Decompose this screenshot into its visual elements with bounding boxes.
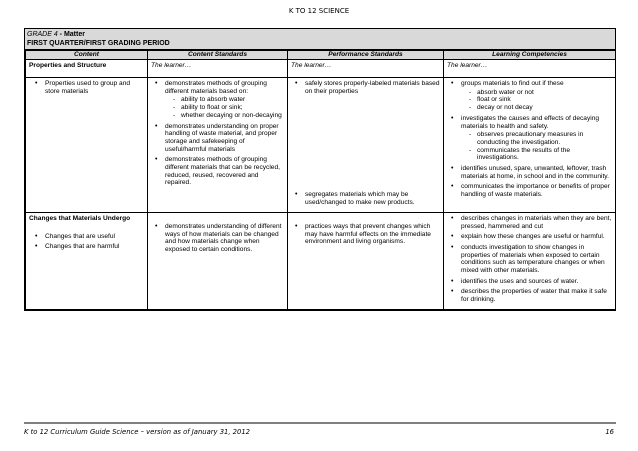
content-item: • Properties used to group and store materials (31, 80, 144, 95)
content-cell (26, 78, 148, 213)
table-row-properties (26, 78, 616, 213)
content-cell (26, 212, 148, 309)
performance-standards-cell (288, 78, 444, 213)
grading-period: FIRST QUARTER/FIRST GRADING PERIOD (27, 40, 170, 47)
col-header-content-standards: Content Standards (148, 51, 288, 60)
grade-line (27, 30, 613, 39)
lc-item: • describes changes in materials when they are bent, pressed, hammered and cut (447, 215, 612, 230)
lc-item: • identifies the uses and sources of water. (447, 278, 612, 286)
column-header-row (26, 51, 616, 60)
cs-item: • demonstrates understanding on proper handling of waste material, and proper storage and safekeeping of useful/harmful materials (151, 123, 284, 154)
lc-sub-item: - decay or not decay (469, 104, 612, 112)
document-header: K TO 12 SCIENCE (288, 7, 350, 15)
cs-item-text: demonstrates methods of grouping different materials based on: (165, 80, 267, 95)
cs-sub-item: - ability to absorb water (173, 96, 284, 104)
grade-label: GRADE 4 (27, 31, 58, 38)
ps-item: • safely stores properly-labeled materials based on their properties (291, 80, 440, 95)
lc-item-text: investigates the causes and effects of decaying materials to health and safety. (461, 114, 600, 130)
learner-label-cs: The learner… (148, 60, 288, 78)
learner-label-lc: The learner… (444, 60, 616, 78)
content-standards-cell (148, 78, 288, 213)
ps-item: • practices ways that prevent changes which may have harmful effects on the immediate environment and living organisms. (291, 223, 440, 246)
lc-sub-item: - float or sink (469, 96, 612, 104)
footer-text: K to 12 Curriculum Guide Science – version as of January 31, 2012 (24, 428, 250, 436)
col-header-performance-standards: Performance Standards (288, 51, 444, 60)
curriculum-table (25, 50, 616, 310)
learning-competencies-cell (444, 212, 616, 309)
performance-standards-cell (288, 212, 444, 309)
lc-item: • identifies unused, spare, unwanted, leftover, trash materials at home, in school and in the community. (447, 165, 612, 180)
curriculum-table-sheet (24, 28, 616, 311)
cs-item (151, 80, 284, 120)
table-row-changes (26, 212, 616, 309)
lc-item: • explain how these changes are useful or harmful. (447, 233, 612, 241)
lc-sub-item: - absorb water or not (469, 89, 612, 97)
lc-item: • communicates the importance or benefits of proper handling of waste materials. (447, 183, 612, 198)
content-item: • Changes that are useful (31, 233, 144, 241)
cs-item: • demonstrates methods of grouping different materials that can be recycled, reduced, reused, recovered and repaired. (151, 156, 284, 187)
content-standards-cell (148, 212, 288, 309)
lc-sub-item: - observes precautionary measures in conducting the investigation. (469, 131, 612, 146)
ps-gap (291, 98, 440, 191)
cs-item: • demonstrates understanding of different ways of how materials can be changed and how materials change when exposed to certain conditions. (151, 223, 284, 254)
lc-item: • describes the properties of water that make it safe for drinking. (447, 288, 612, 303)
lc-item: • conducts investigation to show changes in properties of materials when exposed to certain conditions such as temperature changes or when mixed with other materials. (447, 244, 612, 275)
lc-sub-item: - communicates the results of the investigations. (469, 147, 612, 162)
content-title-changes: Changes that Materials Undergo (29, 214, 131, 222)
page-number: 16 (605, 428, 614, 436)
lc-item (447, 115, 612, 162)
col-header-learning-competencies: Learning Competencies (444, 51, 616, 60)
col-header-content: Content (26, 51, 148, 60)
learning-competencies-cell (444, 78, 616, 213)
grade-subject: - Matter (57, 31, 85, 38)
learner-row (26, 60, 616, 78)
cs-sub-item: - whether decaying or non-decaying (173, 112, 284, 120)
lc-item (447, 80, 612, 112)
content-item: • Changes that are harmful (31, 243, 144, 251)
lc-item-text: groups materials to find out if these (461, 80, 564, 87)
cs-sub-item: - ability to float or sink; (173, 104, 284, 112)
learner-label-ps: The learner… (288, 60, 444, 78)
grade-block (25, 29, 615, 50)
ps-item: • segregates materials which may be used/changed to make new products. (291, 191, 440, 206)
content-title-properties: Properties and Structure (26, 60, 148, 78)
footer-divider (24, 422, 616, 424)
